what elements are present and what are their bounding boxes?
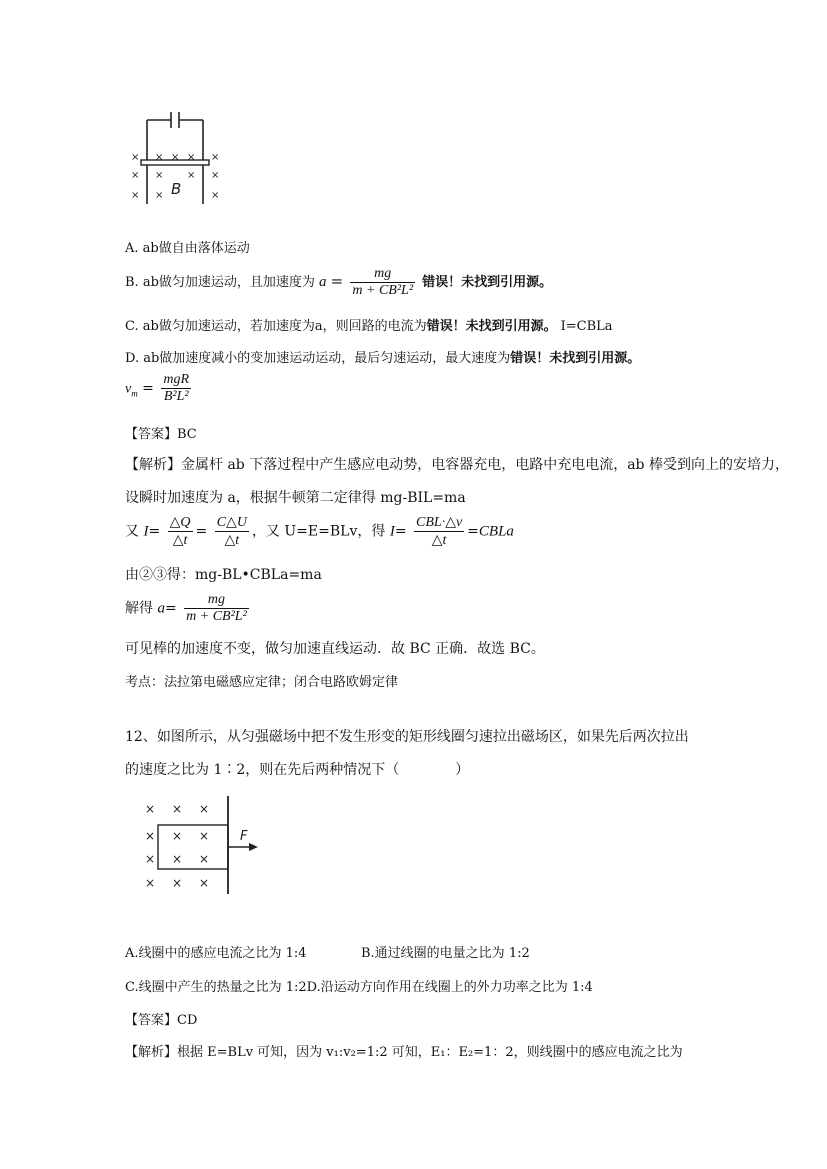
error-ref: 错误！未找到引用源。 xyxy=(426,319,557,334)
option-b xyxy=(125,266,552,299)
cross-mark: × xyxy=(199,852,210,866)
q11-step3: 由②③得：mg-BL•CBLa=ma xyxy=(125,567,322,583)
fraction-mg-over-m-cb2l2: $\frac{mg}{\text{m + CB²L²}}$ xyxy=(186,592,247,624)
formula-vm: $v_m$ = $\frac{\text{mgR}}{\text{B²L²}}$ xyxy=(125,372,190,404)
label-F: F xyxy=(240,829,248,844)
cross-mark: × xyxy=(145,802,156,816)
q12-option-cd: C.线圈中产生的热量之比为 1:2D.沿运动方向作用在线圈上的外力功率之比为 1:4 xyxy=(125,980,593,995)
cross-mark: × xyxy=(145,876,156,890)
q12-option-a: A.线圈中的感应电流之比为 1:4 xyxy=(125,946,307,961)
cross-mark: × xyxy=(131,152,140,163)
q12-analysis: 【解析】根据 E=BLv 可知，因为 v₁:v₂=1:2 可知，E₁：E₂=1：2，则线圈中的感应电流之比为 xyxy=(125,1045,683,1060)
error-ref: 错误！未找到引用源。 xyxy=(510,351,641,366)
cross-mark: × xyxy=(145,829,156,843)
option-d xyxy=(125,347,640,366)
equals: = xyxy=(330,272,344,290)
cross-mark: × xyxy=(172,802,183,816)
option-b-text: B. ab做匀加速运动，且加速度为 xyxy=(125,275,315,290)
option-c-suffix: I=CBLa xyxy=(560,319,613,334)
cross-mark: × xyxy=(199,876,210,890)
var-a: a xyxy=(319,274,327,290)
option-d-text: D. ab做加速度减小的变加速运动运动，最后匀速运动，最大速度为 xyxy=(125,351,511,366)
fraction-mgr-over-b2l2: $\frac{\text{mgR}}{\text{B²L²}}$ xyxy=(163,372,190,404)
fraction-dq-dt: $\frac{\triangle Q}{\triangle t}$ xyxy=(169,515,191,548)
figure-capacitor-circuit xyxy=(125,112,225,210)
cross-mark: × xyxy=(211,190,220,201)
q11-kaodian: 考点：法拉第电磁感应定律；闭合电路欧姆定律 xyxy=(125,675,399,690)
cross-mark: × xyxy=(187,170,196,181)
q11-analysis-line1: 【解析】金属杆 ab 下落过程中产生感应电动势，电容器充电，电路中充电电流，ab 棒受到向上的安培力， xyxy=(125,457,789,473)
cross-mark: × xyxy=(171,152,180,163)
rectangular-coil xyxy=(158,825,228,869)
q11-current-derivation: 又 I= $\frac{\triangle Q}{\triangle t}$ = $\frac{C\triangle U}{\triangle t}$ ，又 U=E=BLv，得 I= $\frac{\text{CBL·△v}}{\triangle t}$ =CBLa xyxy=(125,515,514,548)
error-ref: 错误！未找到引用源。 xyxy=(422,275,553,290)
cross-mark: × xyxy=(155,152,164,163)
option-c-text: C. ab做匀加速运动，若加速度为a，则回路的电流为 xyxy=(125,319,427,334)
cross-mark: × xyxy=(131,190,140,201)
cross-mark: × xyxy=(211,152,220,163)
q12-answer: 【答案】CD xyxy=(125,1013,198,1028)
q11-analysis-line2: 设瞬时加速度为 a，根据牛顿第二定律得 mg-BIL=ma xyxy=(125,490,466,506)
fraction-mg-over-m-cb2l2: $\frac{mg}{\text{m + CB²L²}}$ xyxy=(352,266,414,298)
cross-mark: × xyxy=(199,829,210,843)
label-B: B xyxy=(171,180,182,198)
cross-mark: × xyxy=(172,876,183,890)
option-c xyxy=(125,315,613,334)
q11-answer: 【答案】BC xyxy=(125,427,197,442)
cross-mark: × xyxy=(172,829,183,843)
q11-solve: 解得 a= $\frac{mg}{\text{m + CB²L²}}$ xyxy=(125,592,247,624)
cross-mark: × xyxy=(155,170,164,181)
cross-mark: × xyxy=(155,190,164,201)
cross-mark: × xyxy=(211,170,220,181)
figure-coil-in-field xyxy=(140,796,270,896)
fraction-cdu-dt: $\frac{C\triangle U}{\triangle t}$ xyxy=(216,515,247,548)
q11-conclusion: 可见棒的加速度不变，做匀加速直线运动．故 BC 正确．故选 BC。 xyxy=(125,641,545,657)
q12-stem-line2: 的速度之比为 1∶2，则在先后两种情况下（ ） xyxy=(125,762,470,778)
cross-mark: × xyxy=(131,170,140,181)
option-a: A. ab做自由落体运动 xyxy=(125,241,250,256)
q12-option-b: B.通过线圈的电量之比为 1:2 xyxy=(361,946,530,961)
cross-mark: × xyxy=(187,152,196,163)
cross-mark: × xyxy=(172,852,183,866)
q12-stem-line1: 12、如图所示，从匀强磁场中把不发生形变的矩形线圈匀速拉出磁场区，如果先后两次拉出 xyxy=(125,729,689,745)
cross-mark: × xyxy=(199,802,210,816)
fraction-cbldv-dt: $\frac{\text{CBL·△v}}{\triangle t}$ xyxy=(416,515,463,548)
cross-mark: × xyxy=(145,852,156,866)
force-arrow-head-icon xyxy=(249,843,258,851)
